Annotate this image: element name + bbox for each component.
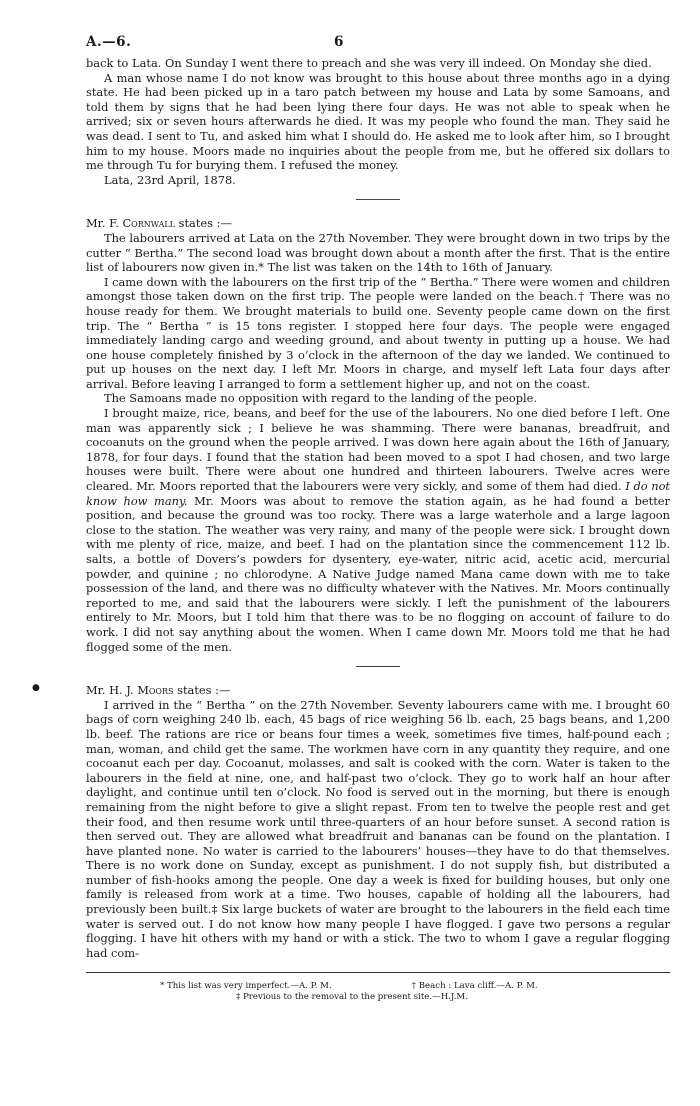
paragraph: back to Lata. On Sunday I went there to preach and she was very ill indeed. On Monday she died. <box>86 56 652 70</box>
paragraph: The labourers arrived at Lata on the 27th November. They were brought down in two trips by the cutter “ Bertha.” The second load was brought down about a month after the first. That is the entire list of labourers now given in.* The list was taken on the 14th to 16th of January. <box>86 230 670 275</box>
paragraph: I arrived in the “ Bertha ” on the 27th November. Seventy labourers came with me. I brought 60 bags of corn weighing 240 lb. each, 45 bags of rice weighing 56 lb. each, 25 bags beans, and 1,200 lb. beef. The rations are rice or beans four times a week, sometimes five times, half-pound each ; man, woman, and child get the same. The workmen have corn in any quantity they require, and one cocoanut each per day. Cocoanut, molasses, and salt is cooked with the corn. Water is taken to the labourers in the field at nine, one, and half-past two o’clock. They go to work half an hour after daylight, and continue until ten o’clock. No food is served out in the morning, but there is enough remaining from the night before to give a slight repast. From ten to twelve the people rest and get their food, and then resume work until three-quarters of an hour before sunset. A second ration is then served out. They are allowed what breadfruit and bananas can be found on the plantation. I have planted none. No water is carried to the labourers’ houses—they have to do that themselves. There is no work done on Sunday, except as punishment. I do not supply fish, but distributed a number of fish-hooks among the people. One day a week is fixed for building houses, but only one family is released from work at a time. Two houses, capable of holding all the labourers, had previously been built.‡ Six large buckets of water are brought to the labourers in the field each time water is served out. I do not know how many people I have flogged. I gave two persons a regular flogging. I have hit others with my hand or with a stick. The two to whom I gave a regular flogging had com- <box>86 697 670 960</box>
footnote-rule <box>86 972 670 973</box>
document-page <box>32 34 671 1003</box>
paragraph: A man whose name I do not know was brought to this house about three months ago in a dying state. He had been picked up in a taro patch between my house and Lata by some Samoans, and told them by signs that he had been lying there four days. He was not able to speak when he arrived; six or seven hours afterwards he died. It was my people who found the man. They said he was dead. I sent to Tu, and asked him what I should do. He asked me to look after him, so I brought him to my house. Moors made no inquiries about the people from me, but he offered six dollars to me through Tu for burying them. I refused the money. <box>86 70 670 173</box>
testimony-moors <box>32 683 670 960</box>
speaker-name: Cornwall <box>122 216 175 231</box>
footnote: † Beach : Lava cliff.—A. P. M. <box>411 981 538 992</box>
speaker-heading: Mr. H. J. Moors states :— <box>86 683 231 698</box>
page-number: 6 <box>334 34 344 50</box>
report-reference: A.—6. <box>86 34 132 50</box>
paragraph: The Samoans made no opposition with regard to the landing of the people. <box>104 391 538 406</box>
dateline: Lata, 23rd April, 1878. <box>104 172 236 187</box>
section-divider <box>356 199 400 200</box>
page-header <box>86 34 670 56</box>
testimony-cornwall <box>86 216 670 654</box>
testimony-continuation <box>86 56 670 187</box>
footnotes <box>86 981 670 1003</box>
paragraph: I came down with the labourers on the first trip of the “ Bertha.” There were women and children amongst those taken down on the first trip. The people were landed on the beach.† There was no house ready for them. We brought materials to build one. Seventy people came down on the first trip. The “ Bertha ” is 15 tons register. I stopped here four days. The people were engaged immediately landing cargo and weeding ground, and about twenty in putting up a house. We had one house completely finished by 3 o’clock in the afternoon of the day we landed. We continued to put up houses on the next day. I left Mr. Moors in charge, and myself left Lata four days after arrival. Before leaving I arranged to form a settlement higher up, and not on the coast. <box>86 274 670 391</box>
footnote: ‡ Previous to the removal to the present site.—H.J.M. <box>236 992 468 1003</box>
paragraph: I brought maize, rice, beans, and beef for the use of the labourers. No one died before I left. One man was apparently sick ; I believe he was shamming. There were bananas, breadfruit, and cocoanuts on the ground when the people arrived. I was down here again about the 16th of January, 1878, for four days. I found that the station had been moved to a spot I had chosen, and two large houses were built. There were about one hundred and thirteen labourers. Twelve acres were cleared. Mr. Moors reported that the labourers were very sickly, and some of them had died. I do not know how many. Mr. Moors was about to remove the station again, as he had found a better position, and because the ground was too rocky. There was a large waterhole and a large lagoon close to the station. The weather was very rainy, and many of the people were sick. I brought down with me plenty of rice, maize, and beef. I had on the plantation since the commencement 112 lb. salts, a bottle of Dovers’s powders for dysentery, eye-water, nitric acid, acetic acid, mercurial powder, and quinine ; no chlorodyne. A Native Judge named Mana came down with me to take possession of the land, and there was no difficulty whatever with the Natives. Mr. Moors continually reported to me, and said that the labourers were sickly. I left the punishment of the labourers entirely to Mr. Moors, but I told him that there was to be no flogging on account of failure to do work. I did not say anything about the women. When I came down Mr. Moors told me that he had flogged some of the men. <box>86 406 671 654</box>
footnote: * This list was very imperfect.—A. P. M. <box>160 981 332 992</box>
margin-bullet-icon: ● <box>32 683 40 694</box>
speaker-heading: Mr. F. Cornwall states :— <box>86 216 232 231</box>
section-divider <box>356 666 400 667</box>
italic-remark: I do not know how many. <box>86 479 671 508</box>
speaker-name: Moors <box>137 683 174 698</box>
